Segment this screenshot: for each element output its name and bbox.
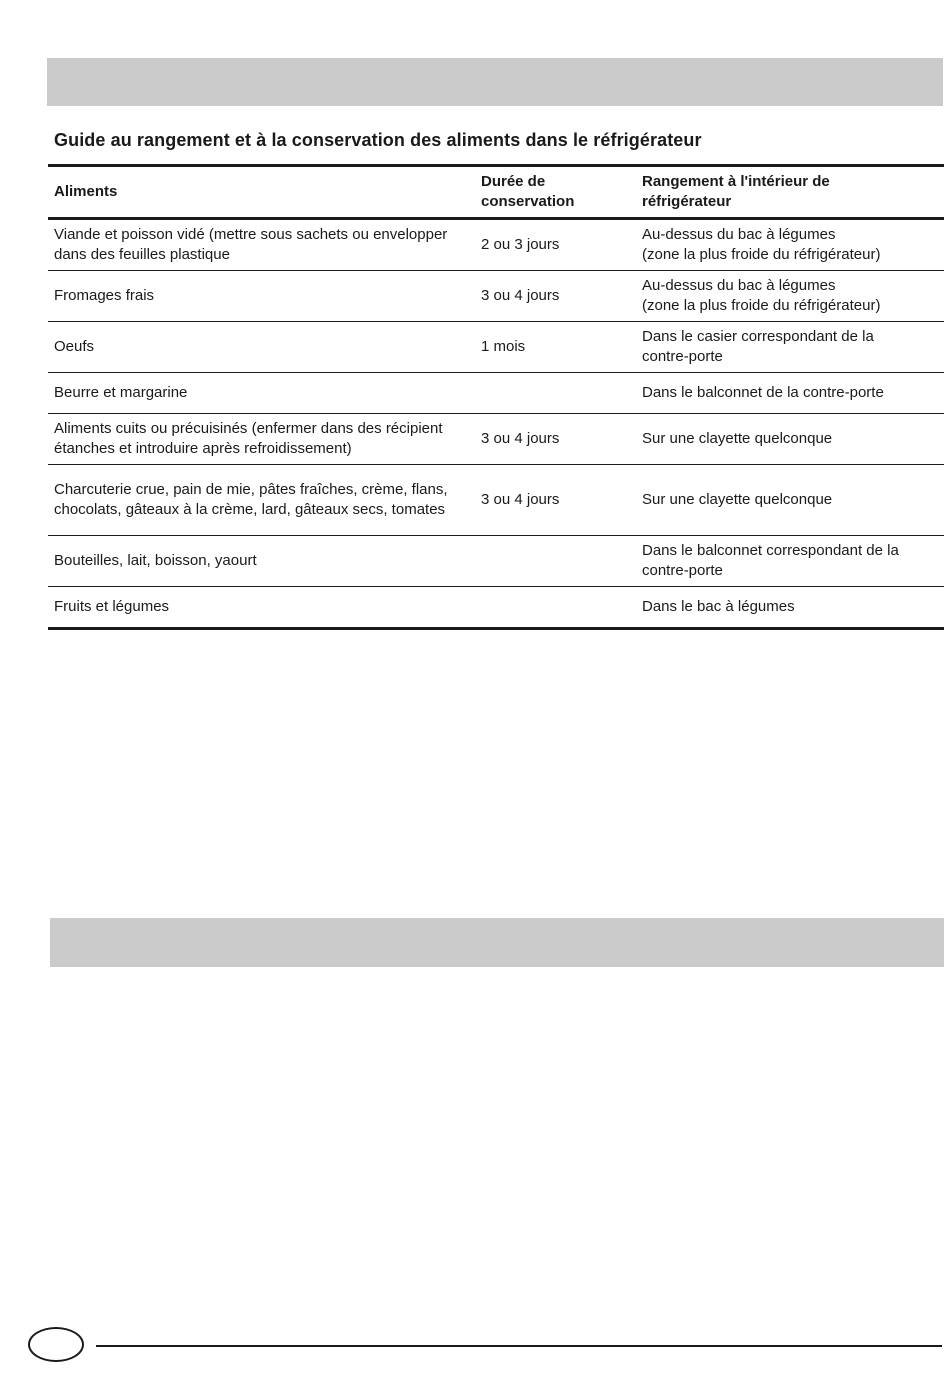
- table-row: [48, 414, 944, 465]
- cell-aliment: Beurre et margarine: [54, 384, 188, 401]
- cell-aliment: Fromages frais: [54, 287, 155, 304]
- footer-rule: [96, 1345, 942, 1347]
- cell-duree: [475, 587, 636, 629]
- page-number-oval: [28, 1327, 84, 1362]
- table-header-row: [48, 166, 944, 219]
- cell-duree: 1 mois: [481, 338, 526, 355]
- table-row: [48, 465, 944, 536]
- cell-duree: 2 ou 3 jours: [481, 236, 560, 253]
- cell-rangement: Au-dessus du bac à légumes (zone la plus froide du réfrigérateur): [642, 277, 881, 314]
- cell-duree: [475, 373, 636, 414]
- cell-rangement: Dans le balconnet correspondant de la contre-porte: [642, 542, 899, 579]
- table-row: [48, 536, 944, 587]
- food-storage-table: [48, 164, 944, 630]
- cell-rangement: Sur une clayette quelconque: [642, 430, 833, 447]
- cell-aliment: Viande et poisson vidé (mettre sous sachets ou envelopper dans des feuilles plastique: [54, 226, 448, 263]
- cell-rangement: Dans le balconnet de la contre-porte: [642, 384, 884, 401]
- cell-aliment: Fruits et légumes: [54, 598, 170, 615]
- cell-aliment: Bouteilles, lait, boisson, yaourt: [54, 552, 257, 569]
- header-aliments: Aliments: [54, 183, 118, 200]
- cell-duree: [475, 536, 636, 587]
- header-band-top: [47, 58, 943, 106]
- cell-aliment: Oeufs: [54, 338, 95, 355]
- section-title: Guide au rangement et à la conservation des aliments dans le réfrigérateur: [54, 130, 702, 150]
- cell-rangement: Au-dessus du bac à légumes (zone la plus froide du réfrigérateur): [642, 226, 881, 263]
- cell-aliment: Charcuterie crue, pain de mie, pâtes fraîches, crème, flans, chocolats, gâteaux à la crème, lard, gâteaux secs, tomates: [54, 481, 448, 518]
- table-row: [48, 271, 944, 322]
- cell-aliment: Aliments cuits ou précuisinés (enfermer dans des récipient étanches et introduire après refroidissement): [54, 420, 443, 457]
- cell-duree: 3 ou 4 jours: [481, 491, 560, 508]
- table-row: [48, 587, 944, 629]
- cell-duree: 3 ou 4 jours: [481, 430, 560, 447]
- table-row: [48, 322, 944, 373]
- header-duree: Durée de conservation: [481, 173, 575, 210]
- table-row: [48, 373, 944, 414]
- table-row: [48, 219, 944, 271]
- cell-rangement: Dans le casier correspondant de la contre-porte: [642, 328, 874, 365]
- header-rangement: Rangement à l'intérieur de réfrigérateur: [642, 173, 830, 210]
- cell-duree: 3 ou 4 jours: [481, 287, 560, 304]
- cell-rangement: Dans le bac à légumes: [642, 598, 795, 615]
- cell-rangement: Sur une clayette quelconque: [642, 491, 833, 508]
- header-band-middle: [50, 918, 944, 967]
